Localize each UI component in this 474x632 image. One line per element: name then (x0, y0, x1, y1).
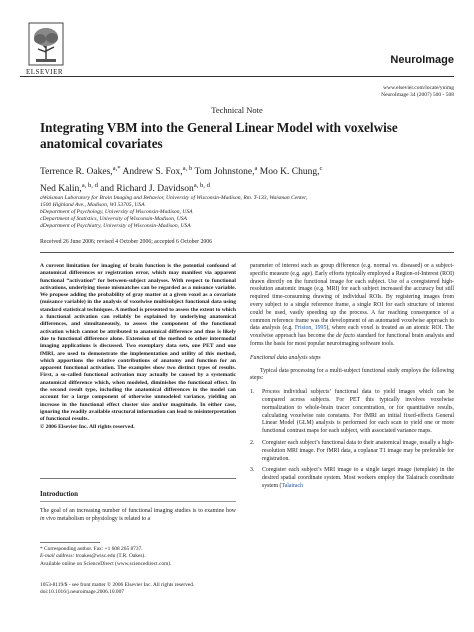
step-text: Process individual subjects’ functional data to yield images which can be compared across subjects. For PET this typically involves voxelwise normalization to whole-brain tracer concentration, or for quantitative results, calculating voxelwise rate constants. For fMRI an initial fixed-effects General Linear Model (GLM) analysis is performed for each scan to yield one or more functional contrast maps for each subject, with associated variance maps. (262, 389, 454, 435)
author-affil: a, b, d (81, 182, 98, 190)
steps-list (250, 389, 454, 491)
journal-website[interactable]: www.elsevier.com/locate/ynimg (383, 85, 454, 91)
intro-text: metabolism or physiology is related to a (55, 515, 151, 522)
affiliations (40, 195, 444, 230)
affiliation-line: bDepartment of Psychology, University of Wisconsin-Madison, USA (40, 209, 193, 215)
corresponding-author: * Corresponding author. Fax: +1 608 265 8737. (40, 546, 143, 552)
abstract (40, 263, 236, 431)
step-number: 1. (250, 389, 255, 396)
right-column (250, 263, 454, 495)
article-title: Integrating VBM into the General Linear Model with voxelwise anatomical covariates (40, 120, 398, 151)
publisher-name: ELSEVIER (26, 68, 64, 76)
section-heading: Functional data analysis steps (250, 354, 321, 361)
list-item (250, 440, 454, 463)
intro-divider (40, 501, 236, 502)
intro-italic: in vivo (40, 515, 56, 522)
body-text: parameter of interest such as group difference (e.g. normal vs. diseased) or a subject-specific measure (e.g. age). Early efforts typically employed a Region-of-Interest (ROI) drawn directly on the functional image for each subject. Use of a coregistered high-resolution anatomic image (e.g. MRI) for each subject increased the accuracy but still required time-consuming drawing of individual ROIs. By registering images from every subject to a single reference frame, a single ROI for each structure of interest could be used, vastly speeding up the process. A far reaching consequence of a common reference frame was the development of an automated voxelwise approach to data analysis (e.g. (250, 263, 454, 332)
affiliation-line: 1500 Highland Ave., Madison, WI 53705, USA (40, 202, 145, 208)
citation-link[interactable]: Friston, 1995 (294, 325, 327, 332)
step-number: 2. (250, 439, 255, 446)
abstract-copyright: © 2006 Elsevier Inc. All rights reserved. (40, 423, 135, 430)
journal-meta (381, 85, 454, 99)
elsevier-tree-logo (28, 22, 64, 66)
abstract-divider (40, 252, 454, 253)
step-text: Coregister each subject’s MRI image to a single target image (template) in the desired spatial coordinate system. Most workers employ the Talairach coordinate system ( (262, 467, 454, 489)
online-availability: Available online on ScienceDirect (www.sciencedirect.com). (40, 560, 172, 567)
author-affil: a, b, d (193, 182, 210, 190)
list-item (250, 467, 454, 490)
author-name: Tom Johnstone, (192, 167, 255, 178)
author-name: Terrence R. Oakes, (40, 167, 113, 178)
copyright-line: 1053-8119/$ - see front matter © 2006 Elsevier Inc. All rights reserved. (40, 582, 195, 588)
footnote-divider (40, 542, 100, 543)
step-number: 3. (250, 467, 255, 474)
author-affil: c (319, 165, 323, 172)
doi-link[interactable]: doi:10.1016/j.neuroimage.2006.10.007 (40, 589, 124, 596)
author-name: and Richard J. Davidson (97, 184, 194, 195)
intro-text: The goal of an increasing number of functional imaging studies is to examine how (40, 508, 236, 514)
body-paragraph: Typical data processing for a multi-subject functional study employs the following steps: (250, 367, 454, 382)
intro-heading: Introduction (40, 490, 78, 498)
journal-citation: NeuroImage 34 (2007) 500 - 508 (381, 92, 454, 98)
author-affil: a,* (112, 165, 121, 172)
author-affil: a, b (182, 165, 193, 172)
footnotes (40, 546, 236, 568)
header-divider (20, 76, 454, 77)
article-type: Technical Note (211, 105, 263, 115)
abstract-end-divider (40, 478, 236, 479)
list-item (250, 389, 454, 436)
affiliation-line: cDepartment of Statistics, University of Wisconsin-Madison, USA (40, 216, 187, 222)
body-text: ), where each voxel is treated as an atomic ROI. The voxelwise approach has become the (250, 325, 454, 340)
abstract-text: A current limitation for imaging of brain function is the potential confound of anatomical differences or registration error, which may manifest via apparent functional “activation” for between-subject analyses. With respect to functional activations, underlying tissue mismatches can be regarded as a nuisance variable. We propose adding the probability of gray matter at a given voxel as a covariate (nuisance variable) in the analysis of voxelwise multisubject functional data using standard statistical techniques. A method is presented to assess the extent to which a functional activation can reliably be explained by underlying anatomical differences, and simultaneously, to assess the component of the functional activation which cannot be attributed to anatomical difference and thus is likely due to functional difference alone. Extension of the method to other intermodal imaging applications is discussed. Two exemplary data sets, one PET and one fMRI, are used to demonstrate the implementation and utility of this method, which apportions the relative contributions of anatomy and function for an apparent functional activation. The examples show two distinct types of results. First, a so-called functional activation may actually be caused by a systematic anatomical difference which, when modeled, diminishes the functional effect. In the second result type, including the anatomical differences in the model can account for a large component of otherwise unmodeled variance, yielding an increase in the functional effect cluster size and/or magnitude. In either case, ignoring the readily available structural information can lead to misinterpretation of functional results. (40, 263, 236, 423)
email-label: E-mail address: (40, 553, 75, 560)
step-text: Coregister each subject’s functional data to their anatomical image, usually a high-resolution MRI image. For fMRI data, a coplanar T1 image may be preferable for registration. (262, 439, 454, 462)
copyright-block (40, 582, 236, 596)
body-paragraph (250, 263, 454, 349)
body-text: standard for functional brain analysis and forms the basis for most popular neuroimaging software tools. (250, 333, 455, 347)
received-dates: Received 26 June 2006; revised 4 October 2006; accepted 6 October 2006 (40, 239, 213, 245)
author-affil: a (254, 165, 258, 172)
journal-title: NeuroImage (390, 54, 454, 66)
author-list (40, 162, 444, 196)
email-link[interactable]: troakes@wisc.edu (T.R. Oakes). (74, 553, 146, 560)
author-name: Moo K. Chung, (257, 167, 320, 178)
author-name: Andrew S. Fox, (120, 167, 183, 178)
intro-paragraph (40, 508, 236, 524)
author-name: Ned Kalin, (40, 184, 82, 195)
citation-link[interactable]: Talairach (281, 482, 303, 489)
body-italic: de facto (336, 333, 355, 340)
affiliation-line: dDepartment of Psychiatry, University of Wisconsin-Madison, USA (40, 223, 191, 229)
affiliation-line: aWaisman Laboratory for Brain Imaging and Behavior, University of Wisconsin-Madison, Rm. T-133, Waisman Center, (40, 195, 308, 201)
